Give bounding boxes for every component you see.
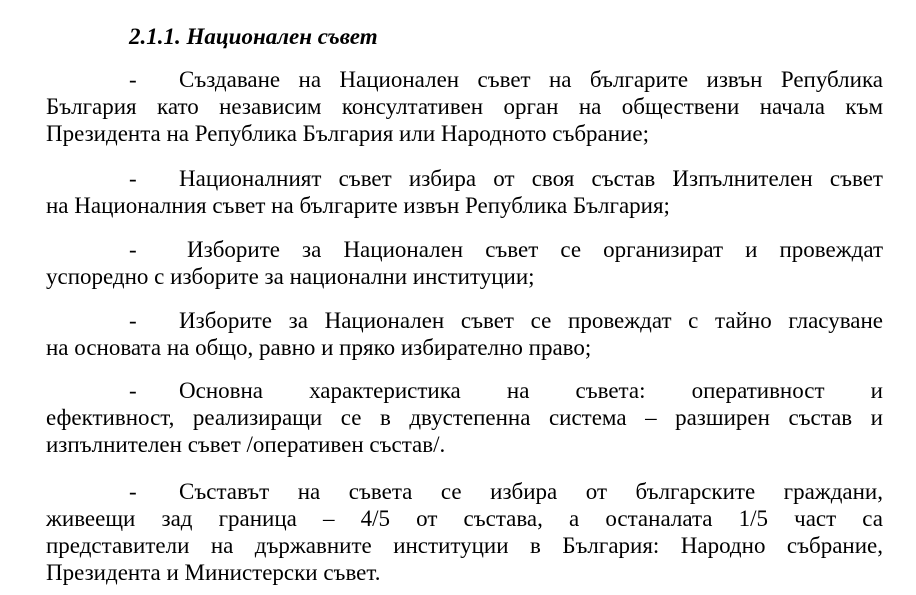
section-heading: 2.1.1. Национален съвет bbox=[129, 24, 378, 49]
line-text: изпълнителен съвет /оперативен състав/. bbox=[46, 432, 446, 457]
list-item-line bbox=[46, 431, 883, 458]
line-text: представители на държавните институции в България: Народно събрание, bbox=[46, 533, 883, 558]
list-item-line bbox=[46, 334, 883, 361]
bullet-marker: - bbox=[129, 308, 137, 333]
list-item-line bbox=[46, 505, 883, 532]
line-text: на основата на общо, равно и пряко избирателно право; bbox=[46, 335, 592, 360]
line-text: Основна характеристика на съвета: оперативност и bbox=[179, 378, 883, 403]
line-text: живеещи зад граница – 4/5 от състава, а останалата 1/5 част са bbox=[46, 506, 883, 531]
list-item-line bbox=[46, 120, 883, 147]
list-item bbox=[46, 236, 883, 290]
bullet-marker: - bbox=[129, 237, 137, 262]
line-text: Президента и Министерски съвет. bbox=[46, 560, 381, 585]
list-item bbox=[46, 478, 883, 586]
list-item-line bbox=[46, 263, 883, 290]
list-item bbox=[46, 165, 883, 219]
list-item-line bbox=[46, 66, 883, 93]
list-item-line bbox=[46, 478, 883, 505]
bullet-marker: - bbox=[129, 67, 137, 92]
bullet-marker: - bbox=[129, 166, 137, 191]
list-item-line bbox=[46, 93, 883, 120]
list-item-line bbox=[46, 307, 883, 334]
list-item-line bbox=[46, 532, 883, 559]
line-text: България като независим консултативен орган на обществени начала към bbox=[46, 94, 883, 119]
list-item-line bbox=[46, 192, 883, 219]
line-text: Съставът на съвета се избира от българските граждани, bbox=[179, 479, 883, 504]
line-text: Националният съвет избира от своя състав Изпълнителен съвет bbox=[179, 166, 883, 191]
line-text: Президента на Република България или Народното събрание; bbox=[46, 121, 649, 146]
line-text: Изборите за Национален съвет се провеждат с тайно гласуване bbox=[179, 308, 883, 333]
list-item-line bbox=[46, 404, 883, 431]
line-text: Изборите за Национален съвет се организират и провеждат bbox=[187, 237, 883, 262]
list-item bbox=[46, 377, 883, 458]
line-text: успоредно с изборите за национални институции; bbox=[46, 264, 535, 289]
list-item bbox=[46, 66, 883, 147]
list-item-line bbox=[46, 165, 883, 192]
line-text: ефективност, реализиращи се в двустепенна система – разширен състав и bbox=[46, 405, 883, 430]
bullet-marker: - bbox=[129, 378, 137, 403]
list-item bbox=[46, 307, 883, 361]
line-text: Създаване на Национален съвет на българите извън Република bbox=[179, 67, 883, 92]
list-item-line bbox=[46, 236, 883, 263]
list-item-line bbox=[46, 559, 883, 586]
bullet-marker: - bbox=[129, 479, 137, 504]
line-text: на Националния съвет на българите извън Република България; bbox=[46, 193, 670, 218]
list-item-line bbox=[46, 377, 883, 404]
